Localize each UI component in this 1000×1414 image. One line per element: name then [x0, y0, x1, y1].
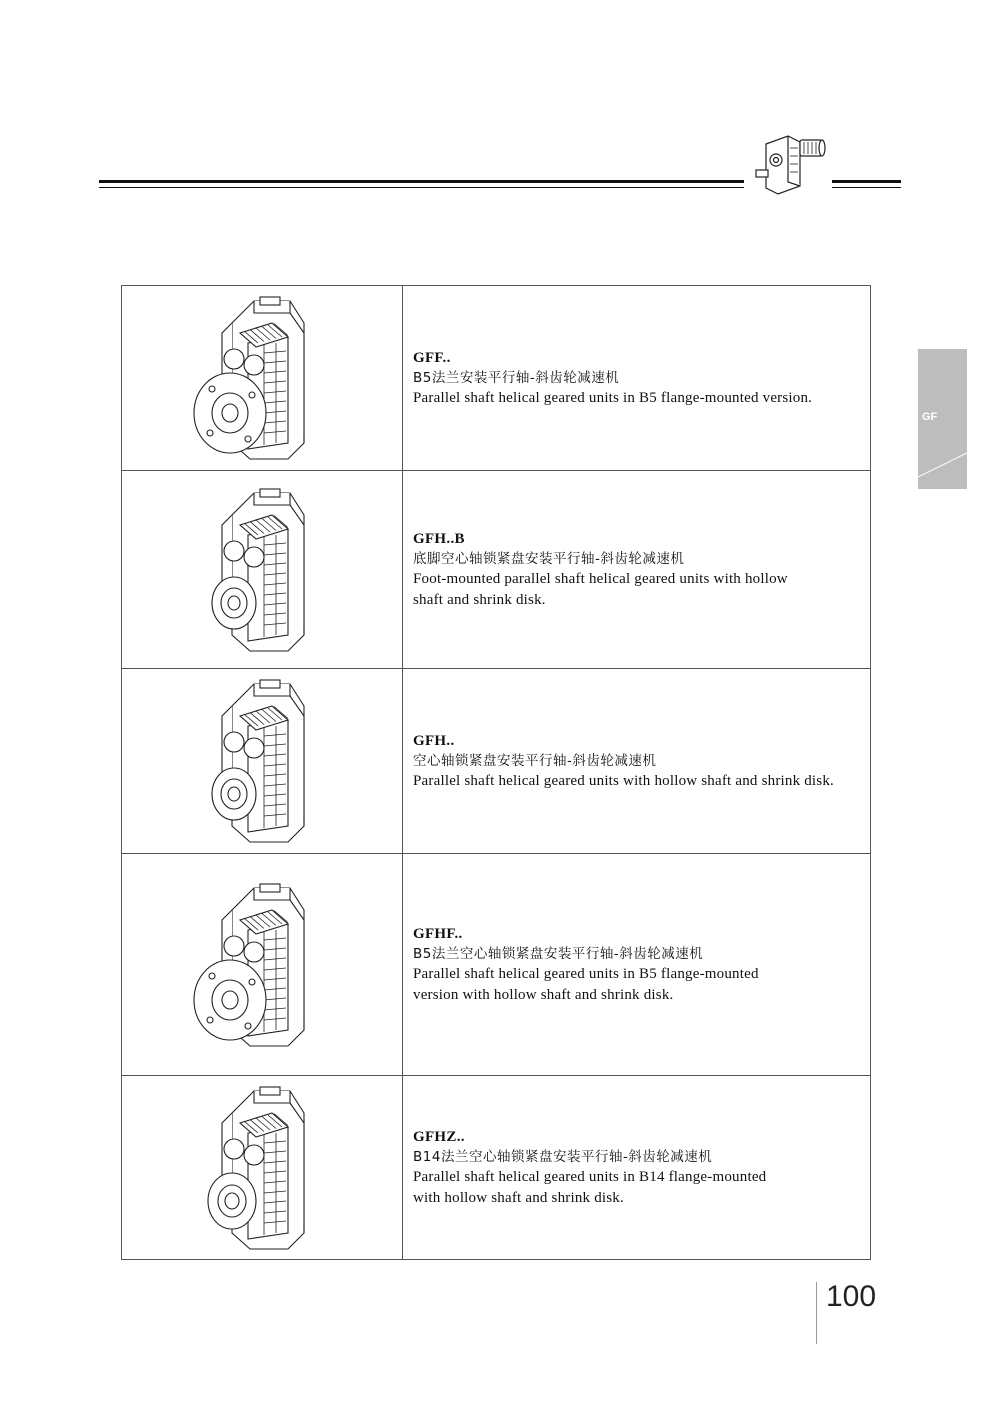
product-row	[122, 669, 871, 854]
gear-unit-drawing-icon	[192, 1083, 332, 1253]
product-code: GFF..	[413, 349, 451, 366]
product-description-cell	[403, 471, 871, 669]
product-row	[122, 1076, 871, 1260]
product-description-en: Parallel shaft helical geared units in B5 flange-mounted version.	[413, 389, 813, 406]
header-rule-thin-right	[832, 187, 901, 188]
product-image-cell	[122, 669, 403, 854]
product-code: GFH..	[413, 732, 455, 749]
product-description-cell	[403, 669, 871, 854]
gear-unit-drawing-icon	[192, 676, 332, 846]
product-code: GFHF..	[413, 925, 463, 942]
product-table	[121, 285, 871, 1260]
product-description-cell	[403, 286, 871, 471]
product-description-en: Foot-mounted parallel shaft helical geared units with hollow	[413, 570, 788, 587]
product-description-en: Parallel shaft helical geared units with hollow shaft and shrink disk.	[413, 772, 834, 789]
product-row	[122, 471, 871, 669]
header-rule-thick	[99, 180, 744, 183]
side-tab-diagonal-icon	[918, 349, 967, 489]
product-description-en: Parallel shaft helical geared units in B5 flange-mounted	[413, 965, 759, 982]
product-image-cell	[122, 471, 403, 669]
page-number: 100	[826, 1280, 877, 1313]
page-number-rule	[816, 1282, 817, 1344]
product-code: GFH..B	[413, 530, 465, 547]
product-description-cell	[403, 854, 871, 1076]
product-code: GFHZ..	[413, 1128, 465, 1145]
product-description-en: with hollow shaft and shrink disk.	[413, 1189, 624, 1206]
product-title-cn: B14法兰空心轴锁紧盘安装平行轴-斜齿轮减速机	[413, 1148, 713, 1165]
gear-unit-drawing-icon	[192, 880, 332, 1050]
product-image-cell	[122, 854, 403, 1076]
section-side-tab	[918, 349, 967, 489]
product-description-cell	[403, 1076, 871, 1260]
product-image-cell	[122, 1076, 403, 1260]
product-title-cn: 空心轴锁紧盘安装平行轴-斜齿轮减速机	[413, 752, 657, 769]
product-image-cell	[122, 286, 403, 471]
product-description-en: Parallel shaft helical geared units in B14 flange-mounted	[413, 1168, 767, 1185]
product-description-en: version with hollow shaft and shrink disk.	[413, 986, 674, 1003]
product-description-en: shaft and shrink disk.	[413, 591, 546, 608]
side-tab-label: GF	[922, 411, 938, 423]
header-rule-thin	[99, 187, 744, 188]
product-title-cn: B5法兰空心轴锁紧盘安装平行轴-斜齿轮减速机	[413, 945, 704, 962]
gear-motor-logo-icon	[748, 126, 828, 198]
product-row	[122, 286, 871, 471]
product-title-cn: B5法兰安装平行轴-斜齿轮减速机	[413, 369, 620, 386]
product-title-cn: 底脚空心轴锁紧盘安装平行轴-斜齿轮减速机	[413, 550, 685, 567]
gear-unit-drawing-icon	[192, 485, 332, 655]
header-rule-thick-right	[832, 180, 901, 183]
gear-unit-drawing-icon	[192, 293, 332, 463]
product-row	[122, 854, 871, 1076]
